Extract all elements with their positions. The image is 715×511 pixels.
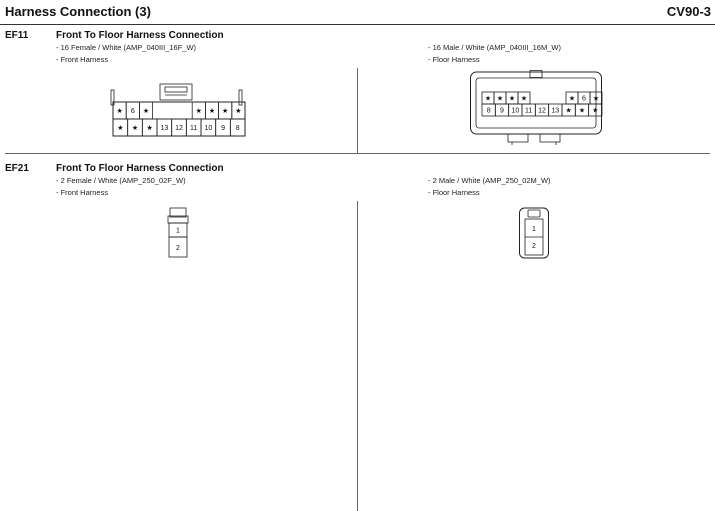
ef11-male-bottom-pin: 12 [538, 107, 546, 115]
ef11-right-connector: - 16 Male / White (AMP_040III_16M_W) [428, 43, 561, 52]
ef11-male-bottom-pin: 11 [525, 107, 533, 115]
ef11-male-bottom-pin: 9 [500, 107, 504, 115]
ef11-female-top-pin: ★ [116, 108, 123, 115]
ef21-male-connector [518, 206, 552, 260]
ef11-male-bottom-pin: 13 [551, 107, 560, 115]
ef11-female-top-pin: ★ [222, 108, 229, 115]
ef11-female-connector [108, 82, 253, 138]
ef21-male-pin-1: 1 [532, 226, 536, 233]
ef11-divider [357, 68, 358, 153]
ef21-right-connector: - 2 Male / White (AMP_250_02M_W) [428, 176, 551, 185]
ef21-female-connector [166, 206, 192, 260]
ef11-female-bottom-pin: 11 [190, 125, 198, 132]
ef11-male-bottom-pin: ★ [565, 107, 572, 115]
section-title-ef21: Front To Floor Harness Connection [56, 163, 224, 174]
ef11-male-top-pin: ★ [508, 95, 516, 103]
ef21-right-harness: - Floor Harness [428, 188, 480, 197]
ef11-right-harness: - Floor Harness [428, 55, 480, 64]
ef11-female-bottom-pin: 12 [175, 125, 183, 132]
ef11-female-bottom-pin: 9 [221, 125, 225, 132]
ef11-female-bottom-pin: ★ [146, 125, 153, 132]
ef11-male-top-pin: ★ [568, 95, 576, 103]
ef21-left-harness: - Front Harness [56, 188, 109, 197]
ef11-female-top-pin: ★ [208, 108, 216, 115]
ef11-male-connector [470, 70, 605, 146]
ef11-left-harness: - Front Harness [56, 55, 109, 64]
ef21-female-pin-1: 1 [176, 227, 180, 235]
page-header [0, 0, 715, 25]
ef11-male-top-pin: ★ [496, 95, 504, 103]
ef11-female-bottom-pin: 10 [204, 125, 213, 132]
ef11-female-top-pin: 6 [130, 108, 135, 115]
ef11-female-top-pin: ★ [142, 108, 150, 115]
ef11-male-top-pin: ★ [592, 95, 600, 103]
ef11-male-bottom-pin: 10 [511, 107, 520, 115]
section-id-ef21: EF21 [5, 163, 29, 174]
section-title-ef11: Front To Floor Harness Connection [56, 30, 224, 41]
ef11-female-bottom-pin: 13 [160, 125, 169, 132]
ef11-male-bottom-pin: 8 [486, 107, 491, 115]
ef11-female-top-pin: ★ [235, 108, 242, 115]
section-divider [5, 153, 710, 154]
ef11-female-bottom-pin: ★ [131, 125, 139, 132]
ef21-divider [357, 201, 358, 511]
ef21-female-pin-2: 2 [176, 245, 180, 252]
section-id-ef11: EF11 [5, 30, 29, 41]
page-code: CV90-3 [666, 4, 711, 19]
ef11-female-top-pin: ★ [195, 108, 202, 115]
ef11-male-top-pin: ★ [520, 95, 528, 103]
ef11-male-bottom-pin: ★ [592, 107, 599, 115]
ef11-female-bottom-pin: 8 [235, 125, 240, 132]
ef11-female-bottom-pin: ★ [117, 125, 124, 132]
ef11-male-top-pin: 6 [582, 95, 586, 103]
ef21-male-pin-2: 2 [532, 243, 536, 250]
page-title: Harness Connection (3) [5, 4, 151, 19]
ef11-male-bottom-pin: ★ [578, 107, 586, 115]
ef21-left-connector: - 2 Female / White (AMP_250_02F_W) [56, 176, 186, 185]
ef11-left-connector: - 16 Female / White (AMP_040III_16F_W) [56, 43, 197, 52]
ef11-male-top-pin: ★ [484, 95, 492, 103]
